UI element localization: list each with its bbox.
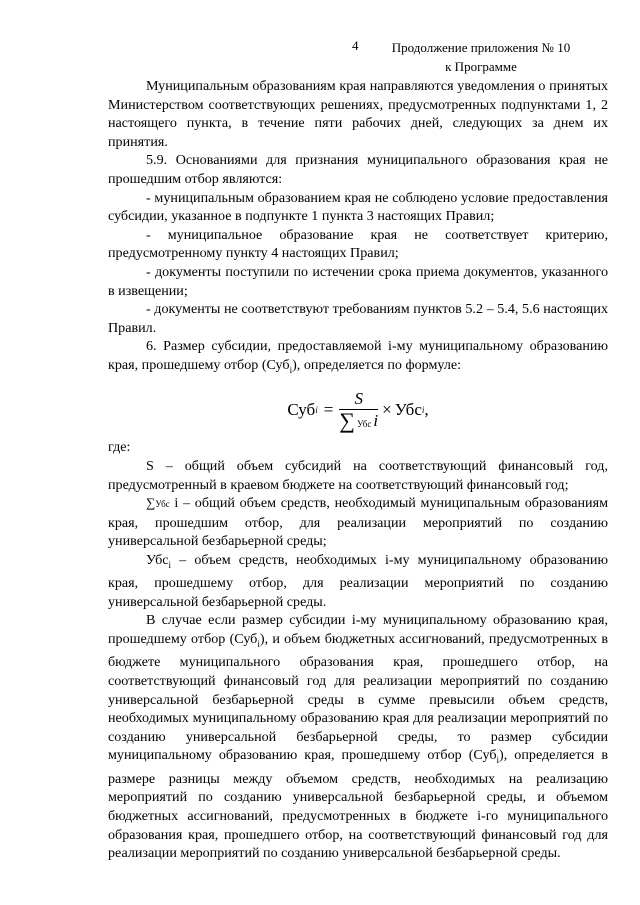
excess-text-b: ), и объем бюджетных ассигнований, предусмотренных в бюджете муниципального образования края, прошедшего отбор, на соответствующий финансовый год для реализации мероприятий по созданию универсальной безбарьерной среды в сумме превысили объем средств, необходимых муниципальному образованию края для реализации мероприятий по созданию универсальной безбарьерной среды, то размер субсидии муниципальному образованию края, прошедшему отбор (Суб — [108, 631, 608, 764]
sum-text: i – общий объем средств, необходимый муниципальным образованиям края, прошедшим отбор, для реализации мероприятий по созданию универсальной безбарьерной среды; — [108, 495, 608, 550]
document-body — [108, 77, 608, 863]
list-item-deadline: - документы поступили по истечении срока приема документов, указанного в извещении; — [108, 263, 608, 299]
page-number: 4 — [352, 38, 359, 53]
excess-text-a: В случае если размер субсидии i-му муниципальному образованию края, прошедшему отбор (Суб — [108, 612, 608, 648]
excess-sub2: i — [496, 755, 500, 766]
p6-sub: i — [289, 364, 293, 375]
definition-sum — [108, 494, 608, 551]
sigma-subscript: Убс — [356, 418, 372, 429]
header-note — [356, 38, 606, 76]
formula-times: × — [382, 400, 392, 420]
list-item-condition: - муниципальным образованием края не соблюдено условие предоставления субсидии, указанное в подпункте 1 пункта 3 настоящих Правил; — [108, 189, 608, 225]
formula-comma: , — [424, 400, 429, 420]
excess-sub1: i — [257, 638, 260, 649]
formula — [108, 382, 608, 438]
sigma-symbol: ∑ — [339, 407, 355, 433]
paragraph-5-9: 5.9. Основаниями для признания муниципального образования края не прошедшим отбор являются: — [108, 152, 608, 187]
formula-equals: = — [323, 400, 334, 420]
formula-rhs: Убс — [394, 400, 422, 420]
list-item-requirements: - документы не соответствуют требованиям пунктов 5.2 – 5.4, 5.6 настоящих Правил. — [108, 301, 608, 336]
where-label: где: — [108, 439, 131, 456]
paragraph-excess-case — [108, 611, 608, 862]
definition-s: S – общий объем субсидий на соответствующий финансовый год, предусмотренный в краевом бюджете на соответствующий финансовый год; — [108, 457, 608, 493]
formula-denominator — [339, 407, 379, 433]
excess-text-c: ), определяется в размере разницы между объемом средств, необходимых на реализацию мероприятий по созданию универсальной безбарьерной среды, и объемом бюджетных ассигнований, предусмотренных в бюджете i-го муниципального образования края, прошедшего отбор, на соответствующий финансовый год для реализации мероприятий по созданию универсальной безбарьерной среды. — [108, 747, 608, 862]
ubs-sub: i — [168, 559, 172, 570]
sum-sigma: ∑ — [146, 495, 156, 511]
p6-text-a: 6. Размер субсидии, предоставляемой i-му муниципальному образованию края, прошедшему отбор (Суб — [108, 338, 608, 373]
definition-ubs — [108, 551, 608, 612]
p6-text-b: ), определяется по формуле: — [292, 356, 462, 373]
formula-fraction — [339, 389, 378, 432]
ubs-text: – объем средств, необходимых i-му муниципальному образованию края, прошедшему отбор, для реализации мероприятий по созданию универсальной безбарьерной среды. — [108, 551, 608, 610]
formula-lhs-sub: i — [315, 405, 318, 416]
denominator-i: i — [373, 410, 379, 430]
formula-numerator: S — [354, 388, 363, 408]
header-note-line1: Продолжение приложения № 10 — [391, 40, 571, 55]
sum-subscript: Убс — [155, 499, 170, 510]
paragraph-notification: Муниципальным образованиям края направляются уведомления о принятых Министерством соответствующих решениях, предусмотренных подпунктами 1, 2 настоящего пункта, в течение пяти рабочих дней, следующих за днем их принятия. — [108, 78, 608, 150]
ubs-term: Убс — [146, 551, 169, 568]
list-item-criterion: - муниципальное образование края не соответствует критерию, предусмотренному пункту 4 настоящих Правил; — [108, 226, 608, 262]
paragraph-6 — [108, 337, 608, 379]
formula-rhs-sub: i — [421, 405, 425, 416]
header-note-line2: к Программе — [445, 59, 517, 74]
formula-lhs: Суб — [287, 400, 316, 420]
